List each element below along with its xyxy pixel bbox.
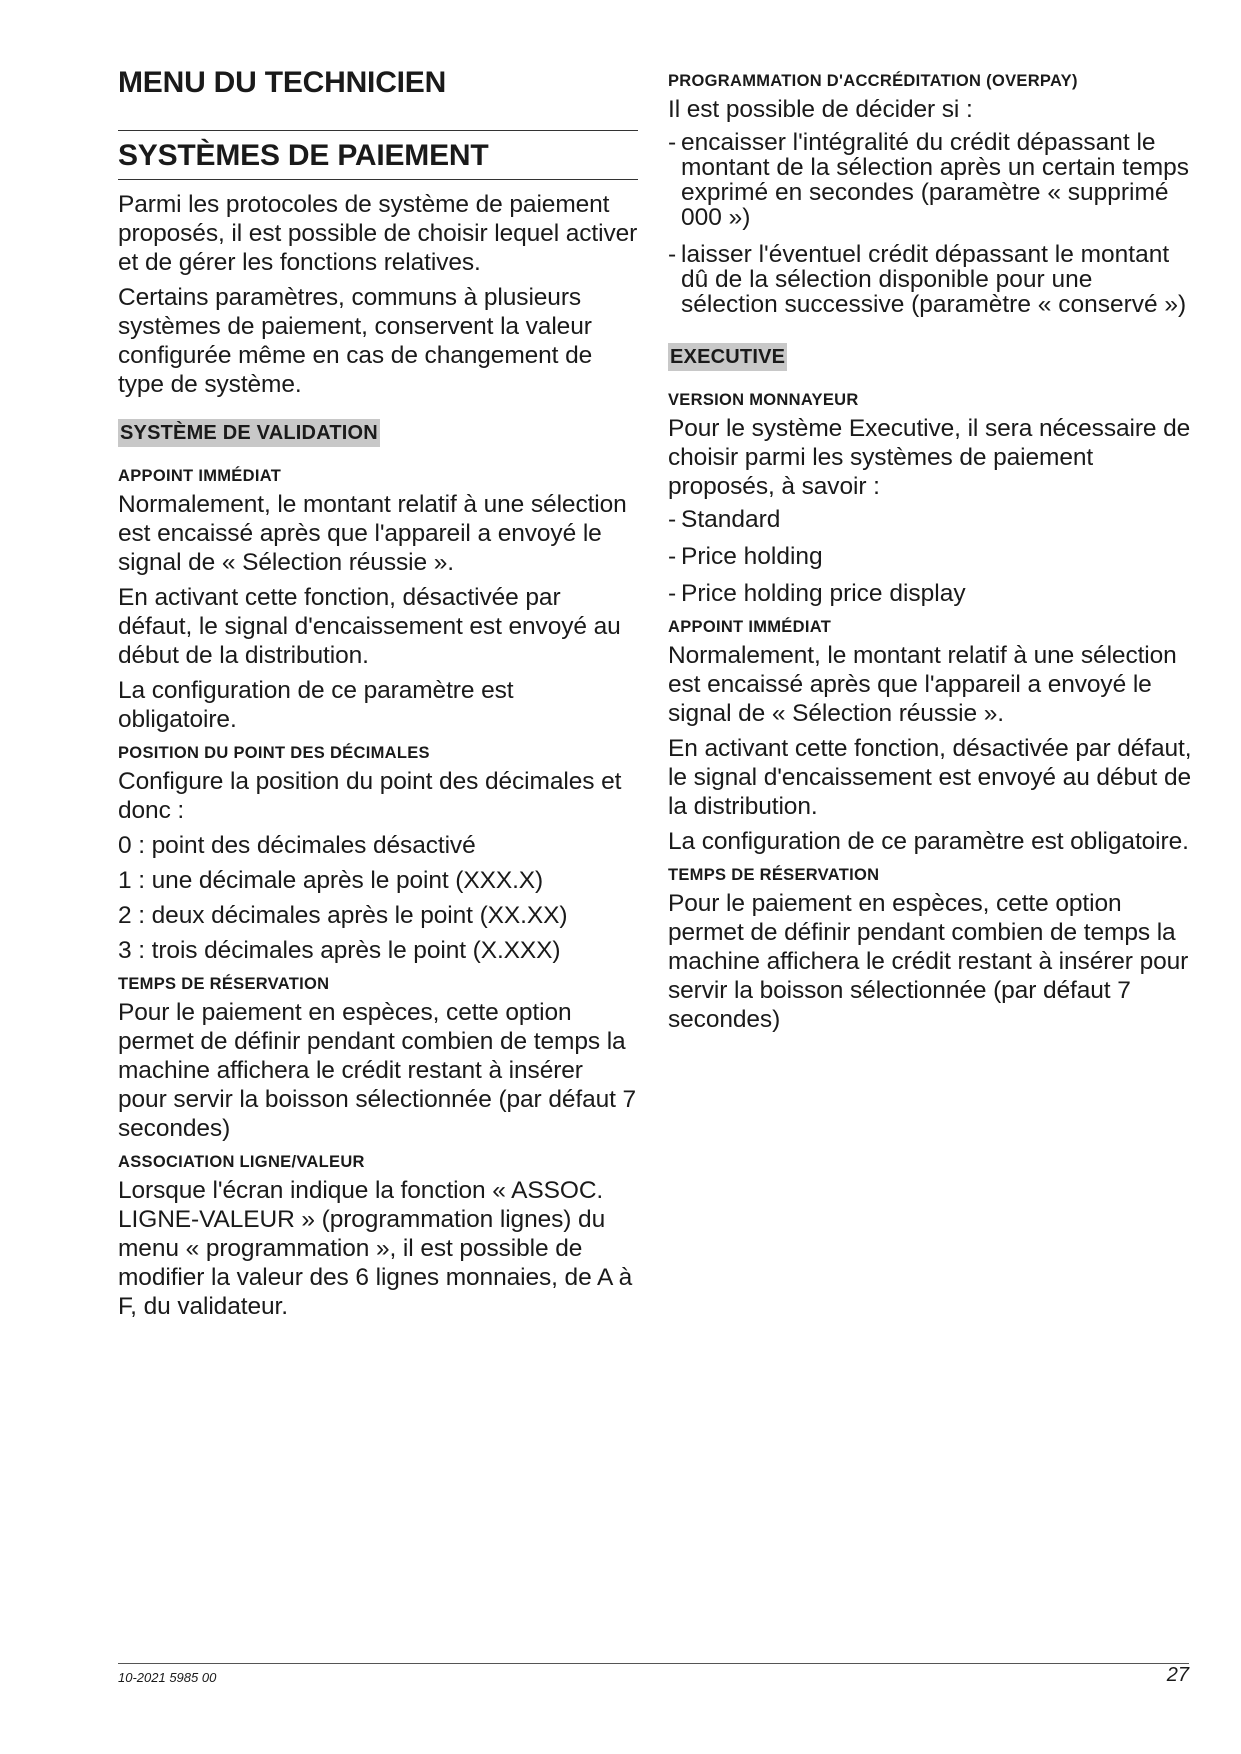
paragraph: En activant cette fonction, désactivée par défaut, le signal d'encaissement est envoyé au début de la distribution.	[118, 584, 621, 669]
executive-heading: EXECUTIVE	[668, 343, 787, 371]
section-title: SYSTÈMES DE PAIEMENT	[118, 130, 638, 180]
paragraph: Normalement, le montant relatif à une sélection est encaissé après que l'appareil a envoyé le signal de « Sélection réussie ».	[668, 642, 1177, 727]
list-item: - Price holding price display	[668, 581, 1193, 607]
paragraph: Lorsque l'écran indique la fonction « ASSOC. LIGNE-VALEUR » (programmation lignes) du menu « programmation », il est possible de modifier la valeur des 6 lignes monnaies, de A à F, du validateur.	[118, 1177, 633, 1320]
appoint-title: APPOINT IMMÉDIAT	[668, 618, 832, 636]
right-column	[668, 62, 1193, 1040]
decimal-title: POSITION DU POINT DES DÉCIMALES	[118, 744, 430, 762]
paragraph: La configuration de ce paramètre est obligatoire.	[118, 677, 514, 733]
reservation-title: TEMPS DE RÉSERVATION	[668, 866, 880, 884]
version-list	[668, 507, 1193, 607]
paragraph: Normalement, le montant relatif à une sélection est encaissé après que l'appareil a envoyé le signal de « Sélection réussie ».	[118, 491, 627, 576]
list-item: - laisser l'éventuel crédit dépassant le montant dû de la sélection disponible pour une sélection successive (paramètre « conservé »)	[668, 242, 1193, 317]
validation-heading: SYSTÈME DE VALIDATION	[118, 419, 380, 447]
page-number: 27	[1166, 1664, 1189, 1686]
paragraph: La configuration de ce paramètre est obligatoire.	[668, 828, 1189, 855]
paragraph: Pour le paiement en espèces, cette option permet de définir pendant combien de temps la machine affichera le crédit restant à insérer pour servir la boisson sélectionnée (par défaut 7 secondes)	[118, 999, 637, 1142]
decimal-option: 1 : une décimale après le point (XXX.X)	[118, 867, 544, 894]
list-item: - Standard	[668, 507, 1193, 533]
paragraph: En activant cette fonction, désactivée par défaut, le signal d'encaissement est envoyé au début de la distribution.	[668, 735, 1192, 820]
page-title: MENU DU TECHNICIEN	[118, 66, 447, 99]
list-item: - Price holding	[668, 544, 1193, 570]
appoint-title: APPOINT IMMÉDIAT	[118, 467, 282, 485]
footer-divider	[118, 1663, 1189, 1664]
version-title: VERSION MONNAYEUR	[668, 391, 859, 409]
paragraph: Configure la position du point des décimales et donc :	[118, 768, 622, 824]
paragraph: Pour le paiement en espèces, cette option permet de définir pendant combien de temps la machine affichera le crédit restant à insérer pour servir la boisson sélectionnée (par défaut 7 secondes)	[668, 890, 1189, 1033]
association-title: ASSOCIATION LIGNE/VALEUR	[118, 1153, 365, 1171]
decimal-option: 0 : point des décimales désactivé	[118, 832, 476, 859]
doc-code: 10-2021 5985 00	[118, 1670, 217, 1685]
overpay-title: PROGRAMMATION D'ACCRÉDITATION (OVERPAY)	[668, 72, 1078, 90]
intro-paragraph: Parmi les protocoles de système de paiement proposés, il est possible de choisir lequel activer et de gérer les fonctions relatives.	[118, 191, 638, 276]
overpay-list	[668, 130, 1193, 317]
left-column	[118, 62, 638, 1327]
intro-paragraph: Certains paramètres, communs à plusieurs systèmes de paiement, conservent la valeur configurée même en cas de changement de type de système.	[118, 284, 593, 398]
paragraph: Il est possible de décider si :	[668, 96, 973, 123]
decimal-option: 2 : deux décimales après le point (XX.XX)	[118, 902, 568, 929]
paragraph: Pour le système Executive, il sera nécessaire de choisir parmi les systèmes de paiement proposés, à savoir :	[668, 415, 1191, 500]
decimal-option: 3 : trois décimales après le point (X.XXX)	[118, 937, 561, 964]
list-item: - encaisser l'intégralité du crédit dépassant le montant de la sélection après un certain temps exprimé en secondes (paramètre « supprimé 000 »)	[668, 130, 1193, 230]
reservation-title: TEMPS DE RÉSERVATION	[118, 975, 330, 993]
